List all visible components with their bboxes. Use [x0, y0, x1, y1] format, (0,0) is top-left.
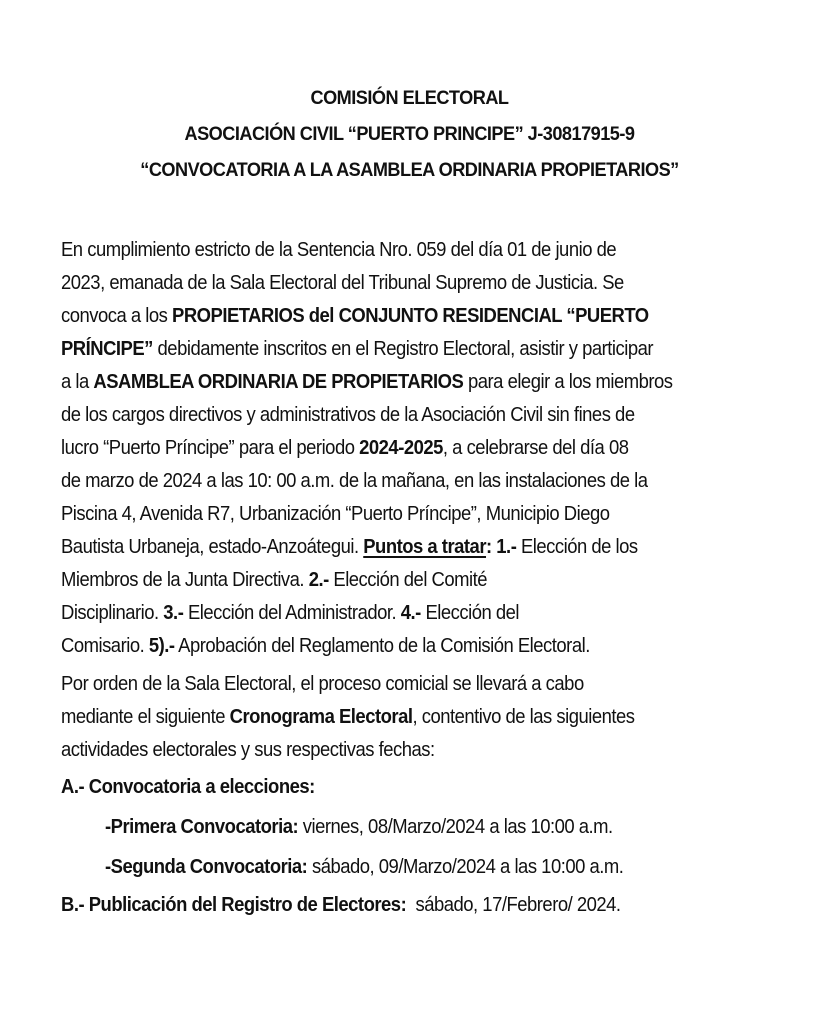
bold-item-number: 3.-	[163, 601, 184, 624]
text-line: Piscina 4, Avenida R7, Urbanización “Puerto Príncipe”, Municipio Diego	[61, 502, 610, 525]
schedule-item-value: viernes, 08/Marzo/2024 a las 10:00 a.m.	[298, 815, 613, 838]
text-span: a la	[61, 370, 94, 393]
header-association-name: ASOCIACIÓN CIVIL “PUERTO PRINCIPE” J-30817915-9	[184, 123, 635, 145]
text-span: debidamente inscritos en el Registro Electoral, asistir y participar	[152, 337, 654, 360]
text-span: para elegir a los miembros	[463, 370, 673, 393]
text-line: actividades electorales y sus respectivas fechas:	[61, 738, 435, 761]
text-span: Elección de los	[516, 535, 638, 558]
text-line: de marzo de 2024 a las 10: 00 a.m. de la mañana, en las instalaciones de la	[61, 469, 648, 492]
text-line	[61, 370, 673, 394]
text-line: de los cargos directivos y administrativos de la Asociación Civil sin fines de	[61, 403, 635, 426]
text-line: Por orden de la Sala Electoral, el proceso comicial se llevará a cabo	[61, 672, 584, 695]
text-span: , a celebrarse del día 08	[442, 436, 629, 459]
bold-item-number: 5).-	[148, 634, 175, 657]
text-span: Comisario.	[61, 634, 149, 657]
text-line	[61, 705, 635, 729]
bold-period: 2024-2025	[359, 436, 443, 459]
bold-owners-residential: PROPIETARIOS del CONJUNTO RESIDENCIAL “PUERTO	[172, 304, 649, 327]
schedule-item-label: -Primera Convocatoria:	[105, 815, 299, 838]
text-span: Disciplinario.	[61, 601, 164, 624]
bold-item-number: 2.-	[308, 568, 329, 591]
bold-electoral-schedule: Cronograma Electoral	[229, 705, 413, 728]
header-commission-title: COMISIÓN ELECTORAL	[310, 87, 509, 109]
text-span: Elección del	[420, 601, 520, 624]
bold-item-number: : 1.-	[486, 535, 517, 558]
text-line	[61, 601, 519, 625]
text-span: , contentivo de las siguientes	[412, 705, 635, 728]
header-convocation-title: “CONVOCATORIA A LA ASAMBLEA ORDINARIA PROPIETARIOS”	[140, 159, 679, 181]
text-line	[61, 436, 628, 460]
text-span: mediante el siguiente	[61, 705, 230, 728]
bold-assembly: ASAMBLEA ORDINARIA DE PROPIETARIOS	[93, 370, 464, 393]
text-line	[61, 304, 649, 328]
schedule-item-first-call	[105, 815, 613, 839]
text-line	[61, 568, 487, 592]
text-line	[61, 337, 653, 361]
section-a-title: A.- Convocatoria a elecciones:	[61, 775, 315, 798]
text-line	[61, 634, 590, 658]
schedule-item-label: -Segunda Convocatoria:	[105, 855, 308, 878]
section-b-value: sábado, 17/Febrero/ 2024.	[406, 893, 621, 916]
schedule-item-value: sábado, 09/Marzo/2024 a las 10:00 a.m.	[307, 855, 624, 878]
text-span: Bautista Urbaneja, estado-Anzoátegui.	[61, 535, 364, 558]
text-line: 2023, emanada de la Sala Electoral del Tribunal Supremo de Justicia. Se	[61, 271, 624, 294]
text-span: Elección del Administrador.	[183, 601, 401, 624]
bold-underlined-agenda: Puntos a tratar	[363, 535, 487, 558]
section-b-voter-registry	[61, 893, 621, 917]
text-span: Elección del Comité	[328, 568, 488, 591]
text-span: Aprobación del Reglamento de la Comisión Electoral.	[174, 634, 590, 657]
text-span: Miembros de la Junta Directiva.	[61, 568, 309, 591]
section-b-label: B.- Publicación del Registro de Electores:	[61, 893, 407, 916]
schedule-item-second-call	[105, 855, 623, 879]
text-line: En cumplimiento estricto de la Sentencia Nro. 059 del día 01 de junio de	[61, 238, 617, 261]
bold-principe: PRÍNCIPE”	[61, 337, 153, 360]
bold-item-number: 4.-	[400, 601, 421, 624]
text-span: lucro “Puerto Príncipe” para el periodo	[61, 436, 360, 459]
text-span: convoca a los	[61, 304, 173, 327]
text-line	[61, 535, 638, 559]
